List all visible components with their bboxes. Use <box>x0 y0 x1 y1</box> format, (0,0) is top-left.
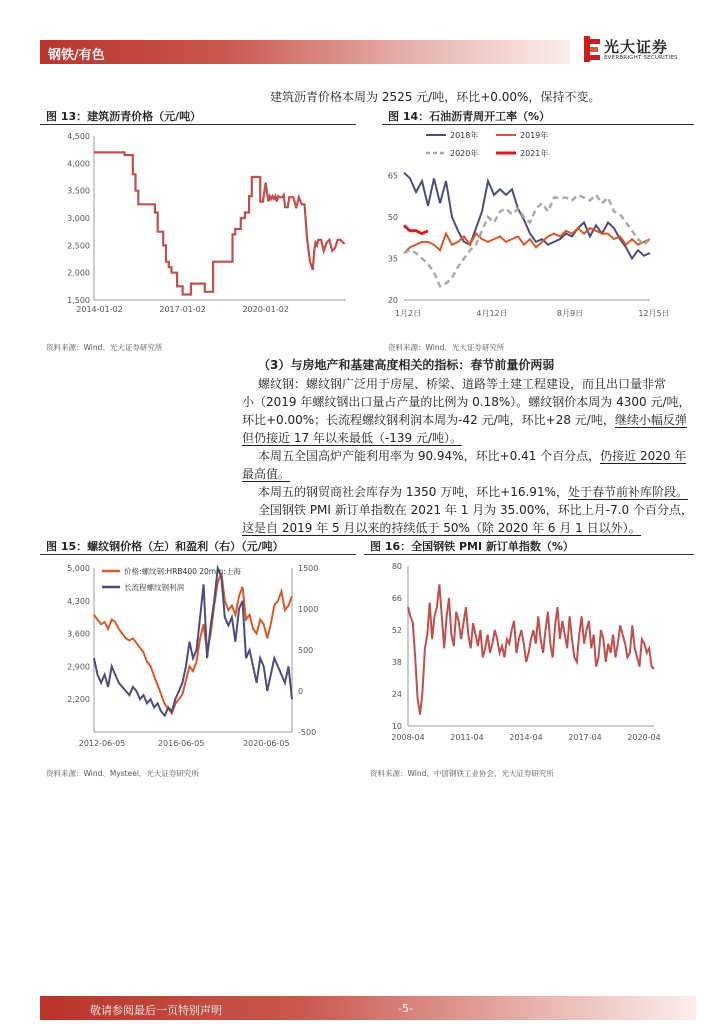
fig15-chart <box>40 556 356 752</box>
fig14-y-tick: 35 <box>387 254 398 264</box>
fig16-y-tick: 80 <box>391 562 402 571</box>
fig13-x-tick: 2014-01-02 <box>76 305 123 314</box>
fig16-y-tick: 38 <box>391 658 402 667</box>
section-label: 钢铁/有色 <box>48 48 105 63</box>
p2-underline: 仍接近 2020 年 <box>600 449 687 463</box>
fig13-y-tick: 2,500 <box>67 241 90 251</box>
fig13-chart <box>40 126 356 322</box>
fig14-chart <box>382 126 694 330</box>
fig13-y-tick: 4,000 <box>67 159 90 169</box>
fig13-y-tick: 4,500 <box>67 132 90 141</box>
fig16-chart <box>364 556 694 752</box>
fig14-source: 资料来源：Wind、光大证券研究所 <box>388 343 505 352</box>
fig15-rule <box>40 554 356 555</box>
fig16-y-tick: 66 <box>391 594 402 603</box>
p1-line3: 环比+0.00%；长流程螺纹钢利润本周为-42 元/吨，环比+28 元/吨，继续小幅反弹 <box>242 413 687 427</box>
fig16-x-tick: 2014-04 <box>509 733 543 742</box>
fig14-x-tick: 8月9日 <box>556 309 584 318</box>
page-number: -5- <box>398 1002 413 1015</box>
fig13-y-tick: 3,000 <box>67 214 90 223</box>
fig13-x-tick: 2017-01-02 <box>159 305 206 314</box>
section3-heading: （3）与房地产和基建高度相关的指标：春节前量价两弱 <box>258 358 555 372</box>
p1-line1: 螺纹钢：螺纹钢广泛用于房屋、桥梁、道路等土建工程建设，而且出口量非常 <box>258 377 667 391</box>
logo-mark-icon <box>584 36 600 62</box>
fig14-x-tick: 1月2日 <box>394 309 422 318</box>
p1-line4 <box>242 429 462 447</box>
fig15-x-tick: 2016-06-05 <box>157 739 205 748</box>
fig14-title: 图 14：石油沥青周开工率（%） <box>388 110 551 123</box>
p1-underline-b: 但仍接近 17 年以来最低（-139 元/吨）。 <box>242 431 462 445</box>
p4-line2 <box>242 519 641 537</box>
fig15-right-tick: 1000 <box>298 605 319 614</box>
p2-underline-b: 最高值。 <box>242 467 291 481</box>
p4-line1: 全国钢铁 PMI 新订单指数在 2021 年 1 月为 35.00%，环比上月-7.0 个百分点， <box>258 503 693 517</box>
fig15-left-tick: 2,900 <box>67 662 90 672</box>
fig16-title: 图 16：全国钢铁 PMI 新订单指数（%） <box>370 540 574 553</box>
logo-text: 光大证券 <box>604 38 669 56</box>
fig15-right-tick: 0 <box>298 687 304 696</box>
fig16-rule <box>364 554 694 555</box>
fig14-x-tick: 12月5日 <box>638 309 670 318</box>
fig13-rule <box>40 124 356 125</box>
fig13-y-tick: 3,500 <box>67 186 90 196</box>
fig14-x-tick: 4月12日 <box>476 309 508 318</box>
fig15-legend-label: 长流程螺纹钢利润 <box>124 583 184 592</box>
fig16-source: 资料来源：Wind、中国钢铁工业协会、光大证券研究所 <box>370 769 554 778</box>
fig13-title: 图 13：建筑沥青价格（元/吨） <box>46 110 202 123</box>
p3-line: 本周五的钢贸商社会库存为 1350 万吨，环比+16.91%，处于春节前补库阶段。 <box>258 485 688 499</box>
fig15-legend-label: 价格:螺纹钢:HRB400 20mm:上海 <box>124 567 241 576</box>
p1-line2: 小（2019 年螺纹钢出口量占产量的比例为 0.18%）。螺纹钢价本周为 4300 元/吨， <box>242 395 691 409</box>
header-bar <box>40 40 570 64</box>
intro-line: 建筑沥青价格本周为 2525 元/吨，环比+0.00%，保持不变。 <box>270 90 601 104</box>
logo-subtext: EVERBRIGHT SECURITIES <box>604 55 678 61</box>
fig16-x-tick: 2020-04 <box>627 733 661 742</box>
footer-disclaimer: 敬请参阅最后一页特别声明 <box>90 1004 222 1017</box>
fig14-legend-label: 2019年 <box>520 131 549 140</box>
fig16-x-tick: 2011-04 <box>450 733 484 742</box>
fig14-series-2-line <box>404 228 650 253</box>
fig16-y-tick: 24 <box>391 690 402 699</box>
p1-underline-a: 继续小幅反弹 <box>614 413 687 427</box>
fig14-y-tick: 65 <box>387 171 398 181</box>
fig14-series-4-line <box>404 225 428 233</box>
fig13-x-tick: 2020-01-02 <box>242 305 289 314</box>
fig16-x-tick: 2017-04 <box>568 733 602 742</box>
fig14-y-tick: 50 <box>387 213 398 222</box>
fig13-y-tick: 2,000 <box>67 268 90 278</box>
fig15-left-tick: 5,000 <box>67 564 90 573</box>
fig16-y-tick: 52 <box>391 626 402 635</box>
p2-line1: 本周五全国高炉产能利用率为 90.94%，环比+0.41 个百分点，仍接近 2020 年 <box>258 449 687 463</box>
fig15-series-1-line <box>94 573 292 714</box>
fig15-left-tick: 3,600 <box>67 629 90 639</box>
fig14-legend-label: 2020年 <box>450 149 479 158</box>
fig15-x-tick: 2020-06-05 <box>243 739 290 748</box>
fig16-y-tick: 10 <box>391 722 402 731</box>
logo <box>584 34 694 68</box>
fig13-y-tick: 1,500 <box>67 296 90 305</box>
p4-underline: 这是自 2019 年 5 月以来的持续低于 50%（除 2020 年 6 月 1 日以外）。 <box>242 521 641 535</box>
fig14-legend-label: 2018年 <box>450 131 479 140</box>
fig14-legend-label: 2021年 <box>520 149 549 158</box>
fig15-right-tick: 1500 <box>298 564 319 573</box>
fig15-right-tick: -500 <box>298 728 317 737</box>
p2-line2 <box>242 465 290 483</box>
fig15-source: 资料来源：Wind、Mysteel、光大证券研究所 <box>46 769 199 778</box>
fig13-series-line <box>94 152 345 294</box>
fig16-x-tick: 2008-04 <box>391 733 425 742</box>
fig13-source: 资料来源：Wind、光大证券研究所 <box>46 343 163 352</box>
fig14-y-tick: 20 <box>387 296 398 305</box>
fig15-left-tick: 4,300 <box>67 596 90 606</box>
fig15-title: 图 15：螺纹钢价格（左）和盈利（右）（元/吨） <box>46 540 284 553</box>
fig15-x-tick: 2012-06-05 <box>78 739 126 748</box>
fig15-right-tick: 500 <box>298 646 314 655</box>
fig15-left-tick: 2,200 <box>67 695 90 705</box>
p3-underline: 处于春节前补库阶段。 <box>567 485 688 499</box>
fig14-rule <box>382 124 694 125</box>
fig16-series-line <box>408 584 654 714</box>
